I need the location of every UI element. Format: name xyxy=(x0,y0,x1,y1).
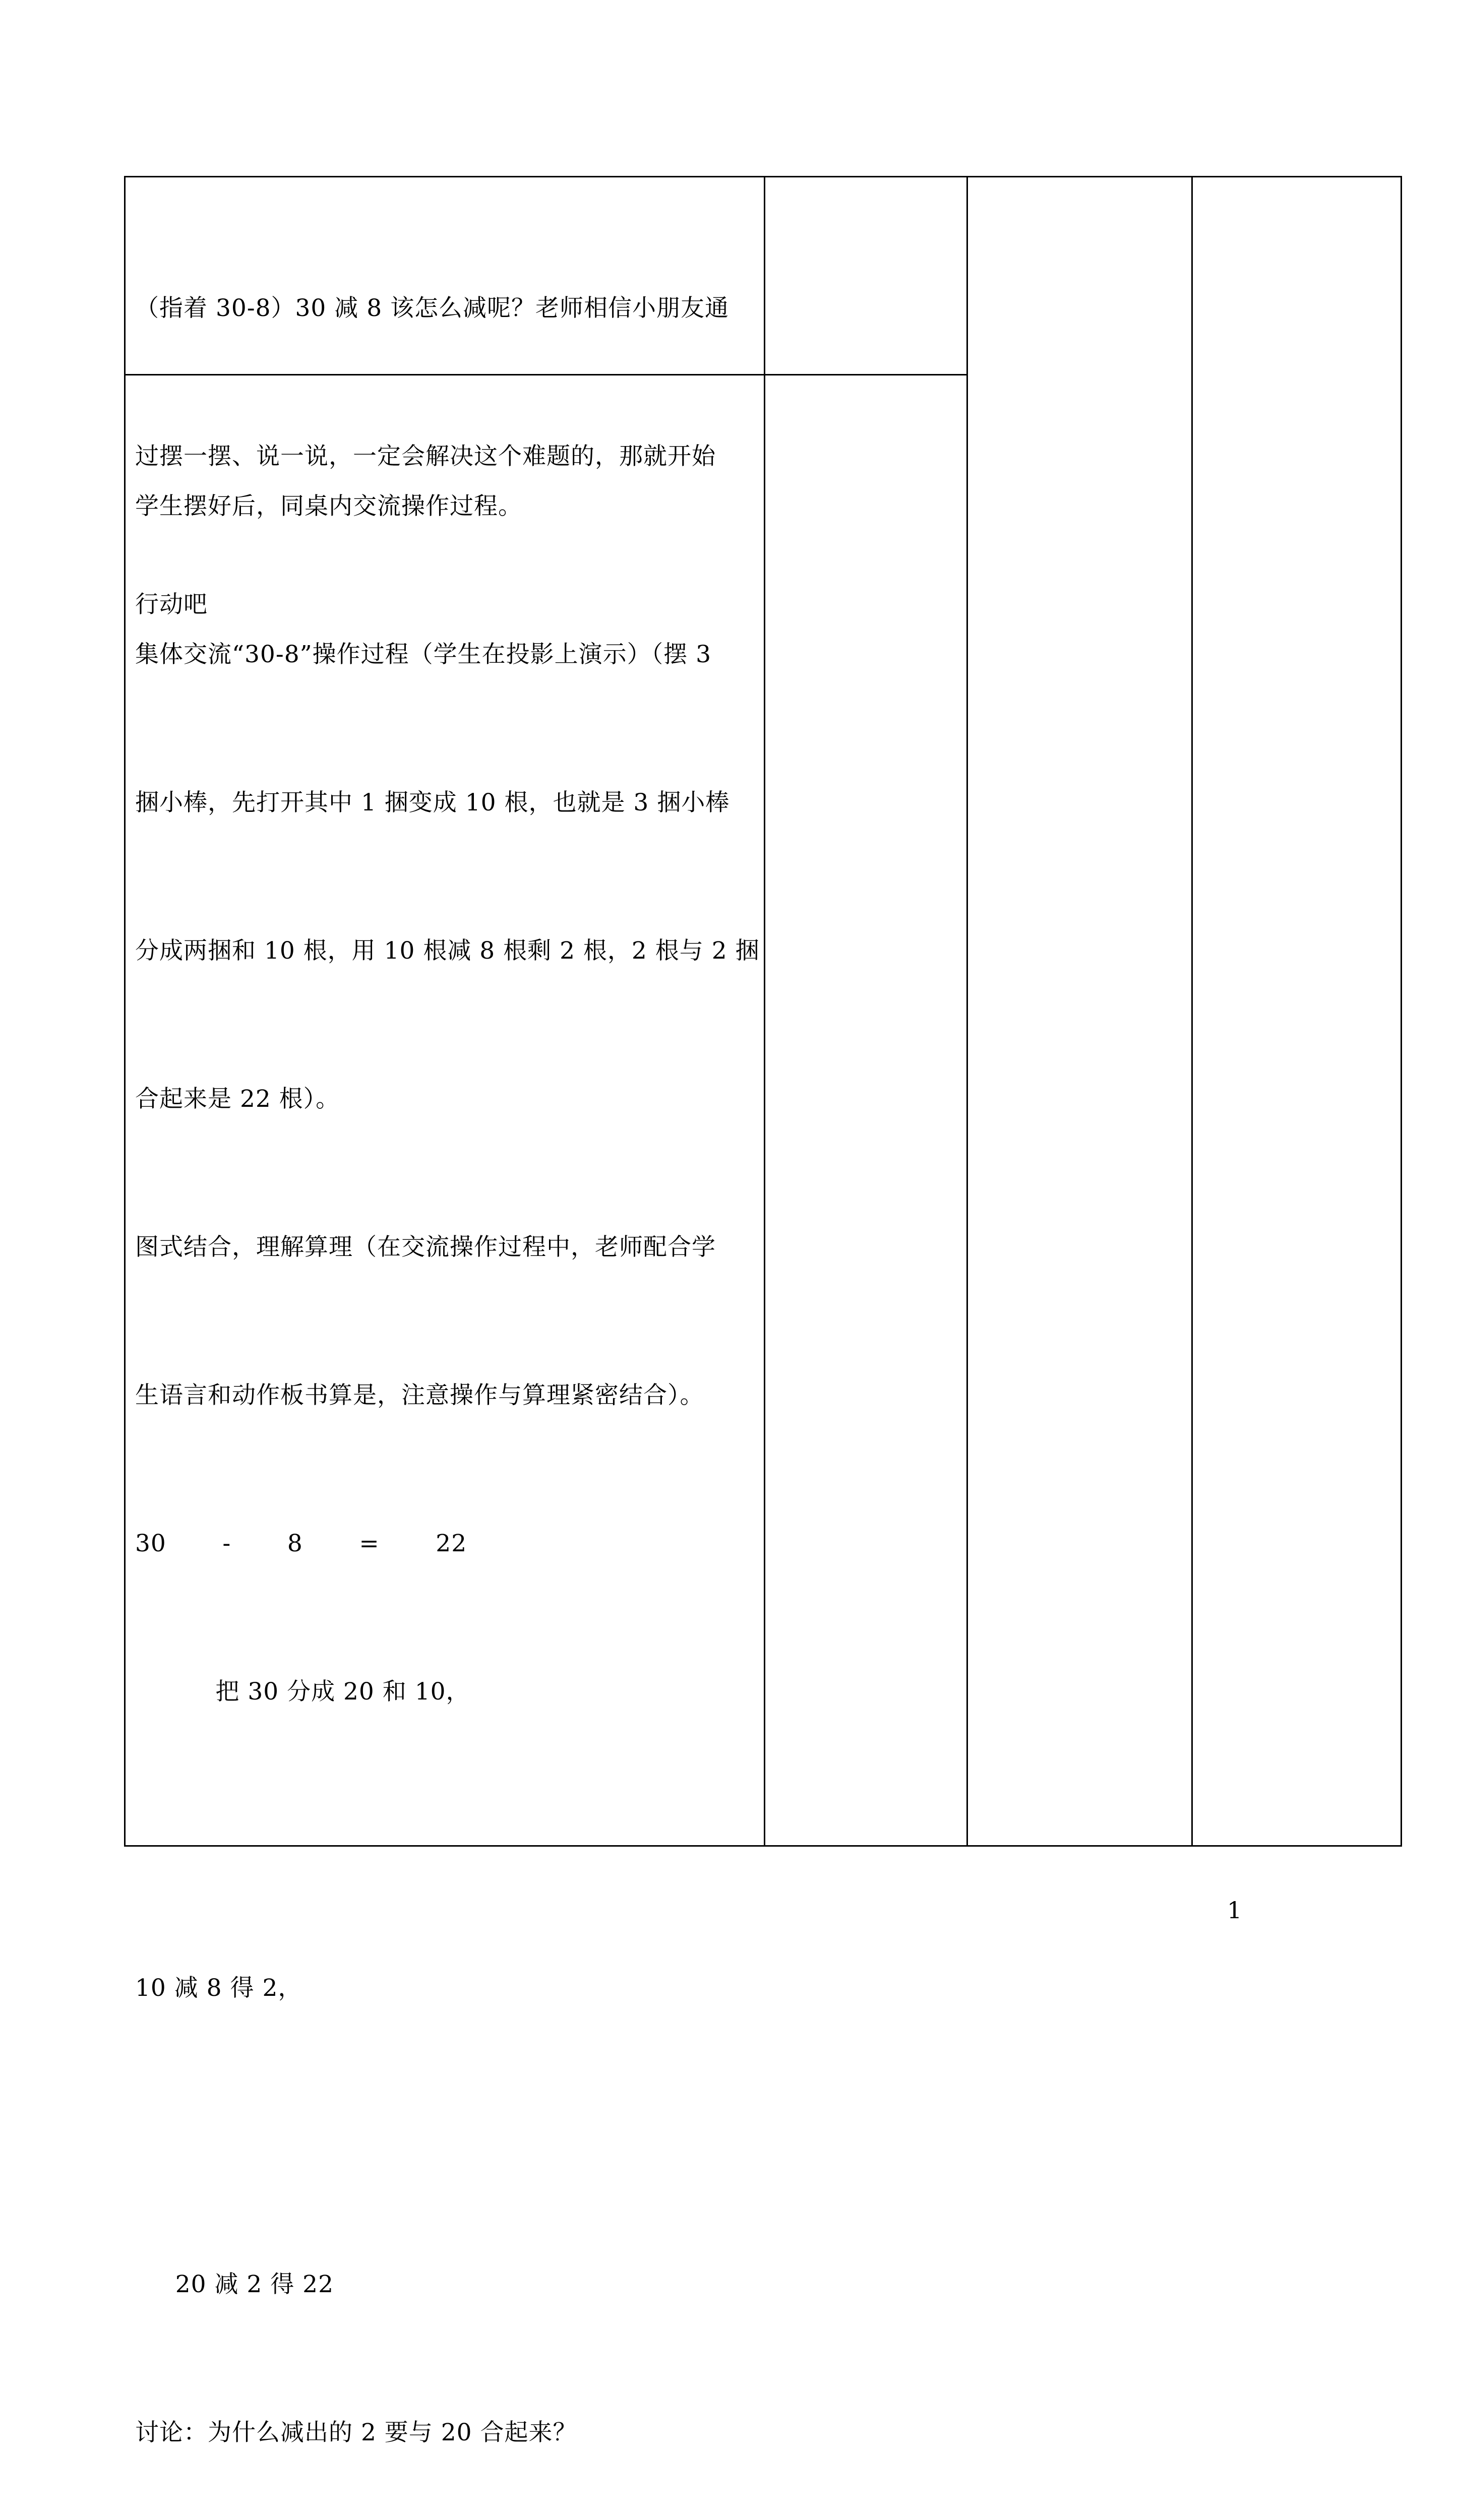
text-line: 合起来是 22 根）。 xyxy=(135,1085,340,1113)
text-line: 讨论：为什么减出的 2 要与 20 合起来？ xyxy=(135,2419,577,2446)
table-cell-row2-content xyxy=(135,383,760,2520)
equation-line: 30 - 8 = 22 xyxy=(135,1530,467,1557)
table-column-divider-3 xyxy=(1191,176,1193,1847)
text-line: 分成两捆和 10 根，用 10 根减 8 根剩 2 根，2 根与 2 捆 xyxy=(135,937,760,965)
table-left-border xyxy=(124,176,126,1847)
text-line: 过摆一摆、说一说，一定会解决这个难题的，那就开始 xyxy=(135,443,716,470)
text-line: 图式结合，理解算理（在交流操作过程中，老师配合学 xyxy=(135,1233,716,1261)
text-line: 捆小棒，先打开其中 1 捆变成 10 根，也就是 3 捆小棒 xyxy=(135,789,730,816)
table-right-border xyxy=(1401,176,1402,1847)
equation-step-line: 把 30 分成 20 和 10， xyxy=(135,1678,470,1706)
page-number: 1 xyxy=(1227,1897,1242,1924)
text-line: （指着 30-8）30 减 8 该怎么减呢？老师相信小朋友通 xyxy=(135,294,730,322)
text-line: 集体交流“30-8”操作过程（学生在投影上演示）（摆 3 xyxy=(135,641,711,668)
blank-line xyxy=(135,1815,760,1865)
equation-step-line: 10 减 8 得 2， xyxy=(135,1974,302,2002)
blank-line xyxy=(135,2112,760,2161)
equation-step-line: 20 减 2 得 22 xyxy=(135,2271,334,2298)
text-line: 行动吧 xyxy=(135,591,208,618)
text-line: 生语言和动作板书算是，注意操作与算理紧密结合）。 xyxy=(135,1381,704,1409)
table-column-divider-1 xyxy=(764,176,765,1847)
text-line: 学生摆好后，同桌内交流操作过程。 xyxy=(135,492,522,520)
table-top-border xyxy=(124,176,1402,177)
table-column-divider-2 xyxy=(966,176,968,1847)
